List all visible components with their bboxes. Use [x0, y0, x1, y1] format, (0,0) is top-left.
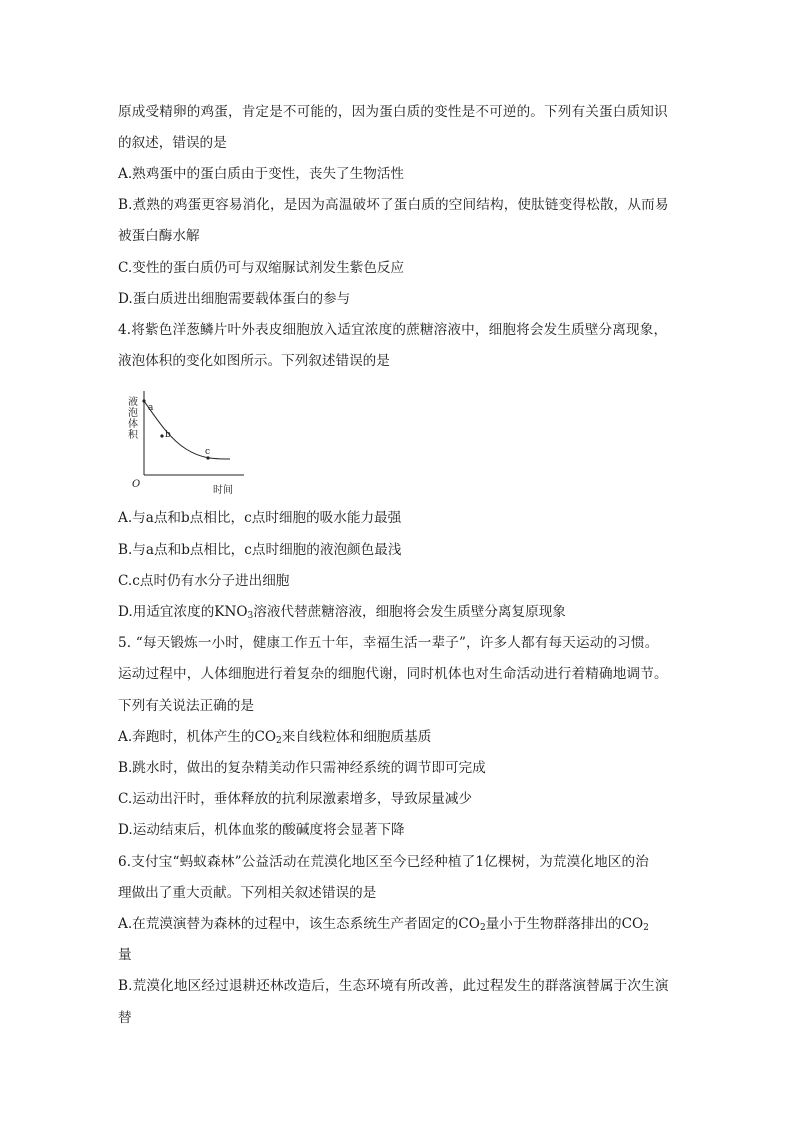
q5-option-a	[118, 728, 431, 746]
y-axis-label: 液泡体积	[125, 396, 137, 440]
q3-option-a: A.熟鸡蛋中的蛋白质由于变性，丧失了生物活性	[118, 166, 405, 182]
q4-option-d-prefix: D.用适宜浓度的KNO	[118, 604, 248, 620]
volume-curve	[144, 401, 230, 459]
q4-option-d-suffix: 溶液代替蔗糖溶液，细胞将会发生质壁分离复原现象	[253, 604, 566, 620]
label-a: a	[148, 403, 154, 413]
q5-option-c: C.运动出汗时，垂体释放的抗利尿激素增多，导致尿量减少	[118, 791, 473, 807]
q5-stem-line-3: 下列有关说法正确的是	[118, 698, 254, 714]
point-a	[142, 399, 145, 402]
x-axis-label: 时间	[213, 485, 233, 496]
q6-option-a-middle: 量小于生物群落排出的CO	[485, 916, 644, 932]
vacuole-volume-graph	[118, 387, 248, 497]
q4-option-d	[118, 603, 566, 621]
q5-stem-line-1: 5. “每天锻炼一小时，健康工作五十年，幸福生活一辈子”，许多人都有每天运动的习惯。	[118, 635, 659, 651]
q3-option-b-line-1: B.煮熟的鸡蛋更容易消化，是因为高温破坏了蛋白质的空间结构，使肽链变得松散，从而易	[118, 197, 669, 213]
q5-option-d: D.运动结束后，机体血浆的酸碱度将会显著下降	[118, 822, 405, 838]
q6-option-b-line-2: 替	[118, 1010, 132, 1026]
q6-stem-line-1: 6.支付宝“蚂蚁森林”公益活动在荒漠化地区至今已经种植了1亿棵树，为荒漠化地区的治	[118, 854, 650, 870]
q4-stem-line-1: 4.将紫色洋葱鳞片叶外表皮细胞放入适宜浓度的蔗糖溶液中，细胞将会发生质壁分离现象，	[118, 322, 668, 338]
q6-option-a-subscript-1: 2	[479, 923, 486, 933]
q5-option-a-prefix: A.奔跑时，机体产生的CO	[118, 729, 277, 745]
q4-stem-line-2: 液泡体积的变化如图所示。下列叙述错误的是	[118, 353, 390, 369]
point-b	[160, 434, 163, 437]
label-c: c	[205, 447, 211, 457]
q6-stem-line-2: 理做出了重大贡献。下列相关叙述错误的是	[118, 885, 377, 901]
q4-option-b: B.与a点和b点相比，c点时细胞的液泡颜色最浅	[118, 542, 402, 558]
q3-option-c: C.变性的蛋白质仍可与双缩脲试剂发生紫色反应	[118, 260, 405, 276]
q6-option-b-line-1: B.荒漠化地区经过退耕还林改造后，生态环境有所改善，此过程发生的群落演替属于次生演	[118, 978, 669, 994]
q5-option-a-subscript: 2	[276, 736, 282, 746]
q5-option-b: B.跳水时，做出的复杂精美动作只需神经系统的调节即可完成	[118, 760, 486, 776]
q3-option-d: D.蛋白质进出细胞需要载体蛋白的参与	[118, 291, 351, 307]
q5-option-a-suffix: 来自线粒体和细胞质基质	[281, 729, 432, 745]
q4-option-c: C.c点时仍有水分子进出细胞	[118, 573, 290, 589]
q3-option-b-line-2: 被蛋白酶水解	[118, 228, 200, 244]
q6-option-a-line-1	[118, 915, 649, 933]
q6-option-a-prefix: A.在荒漠演替为森林的过程中，该生态系统生产者固定的CO	[118, 916, 480, 932]
q4-option-d-subscript: 3	[247, 611, 254, 621]
q3-stem-line-2: 的叙述，错误的是	[118, 135, 227, 151]
q3-stem-line-1: 原成受精卵的鸡蛋，肯定是不可能的，因为蛋白质的变性是不可逆的。下列有关蛋白质知识	[118, 104, 668, 120]
q4-option-a: A.与a点和b点相比，c点时细胞的吸水能力最强	[118, 510, 402, 526]
q5-stem-line-2: 运动过程中，人体细胞进行着复杂的细胞代谢，同时机体也对生命活动进行着精确地调节。	[118, 666, 668, 682]
q6-option-a-line-2: 量	[118, 947, 132, 963]
label-b: b	[165, 430, 171, 440]
origin-label: O	[132, 479, 141, 490]
q6-option-a-subscript-2: 2	[643, 923, 649, 933]
